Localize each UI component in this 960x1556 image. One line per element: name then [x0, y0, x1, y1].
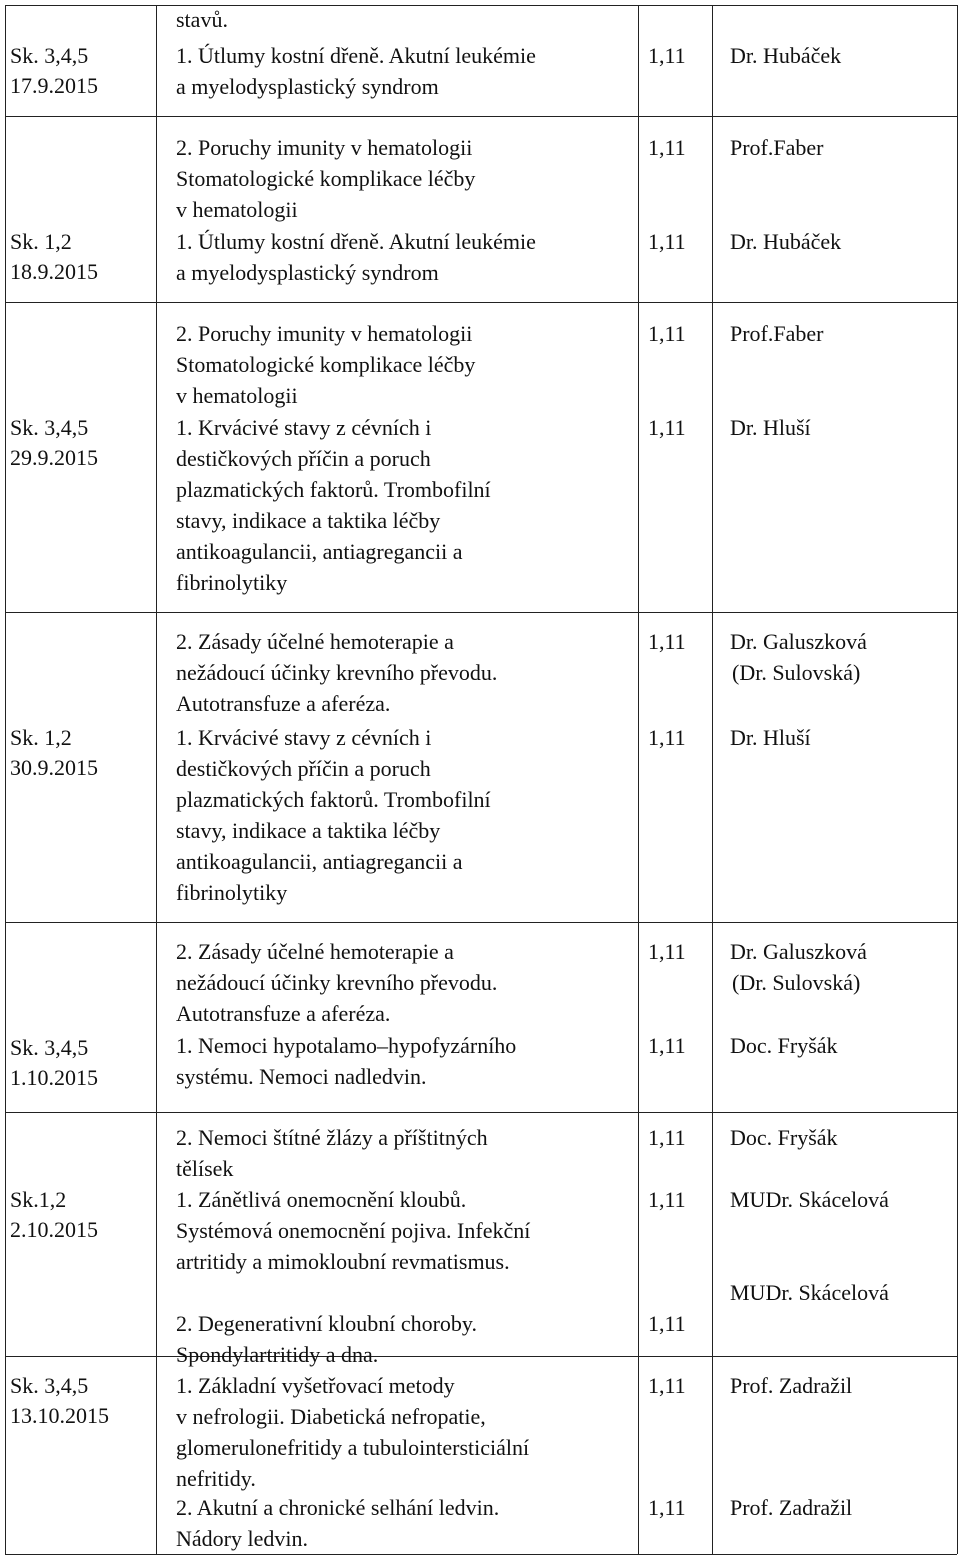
topic-line: 1. Základní vyšetřovací metody	[176, 1373, 455, 1398]
hours-value: 1,11	[648, 1495, 686, 1520]
hours-value: 1,11	[648, 1373, 686, 1398]
topic-line: Nádory ledvin.	[176, 1526, 308, 1551]
table-row-border	[5, 116, 957, 117]
group-name: Sk. 3,4,5	[10, 415, 89, 440]
topic-line: 1. Zánětlivá onemocnění kloubů.	[176, 1187, 467, 1212]
topic-line: a myelodysplastický syndrom	[176, 74, 439, 99]
topic-line: nežádoucí účinky krevního převodu.	[176, 660, 498, 685]
topic-line: 1. Útlumy kostní dřeně. Akutní leukémie	[176, 229, 536, 254]
group-name: Sk. 1,2	[10, 229, 72, 254]
topic-line: 2. Akutní a chronické selhání ledvin.	[176, 1495, 500, 1520]
topic-line: plazmatických faktorů. Trombofilní	[176, 477, 491, 502]
table-column-border	[957, 5, 958, 1554]
table-row-border	[5, 922, 957, 923]
topic-line: 2. Poruchy imunity v hematologii	[176, 135, 473, 160]
lecturer-name: Dr. Hubáček	[730, 229, 842, 254]
group-name: Sk. 3,4,5	[10, 1035, 89, 1060]
hours-value: 1,11	[648, 939, 686, 964]
topic-line: 2. Degenerativní kloubní choroby.	[176, 1311, 477, 1336]
topic-line: artritidy a mimokloubní revmatismus.	[176, 1249, 510, 1274]
topic-line: systému. Nemoci nadledvin.	[176, 1064, 427, 1089]
topic-line: Stomatologické komplikace léčby	[176, 352, 476, 377]
group-name: Sk. 3,4,5	[10, 1373, 89, 1398]
topic-line: Autotransfuze a aferéza.	[176, 691, 391, 716]
topic-line: 2. Zásady účelné hemoterapie a	[176, 629, 454, 654]
session-date: 18.9.2015	[10, 259, 98, 284]
lecturer-name: Dr. Galuszková	[730, 939, 867, 964]
table-column-border	[156, 5, 157, 1554]
topic-line: Spondylartritidy a dna.	[176, 1342, 379, 1367]
lecturer-name: MUDr. Skácelová	[730, 1187, 889, 1212]
lecturer-alternate: (Dr. Sulovská)	[732, 660, 861, 685]
topic-line: 1. Nemoci hypotalamo–hypofyzárního	[176, 1033, 517, 1058]
lecturer-name: Prof.Faber	[730, 321, 824, 346]
hours-value: 1,11	[648, 1125, 686, 1150]
hours-value: 1,11	[648, 415, 686, 440]
lecturer-name: Doc. Fryšák	[730, 1033, 838, 1058]
table-column-border	[638, 5, 639, 1554]
topic-line: destičkových příčin a poruch	[176, 446, 431, 471]
topic-line: fibrinolytiky	[176, 880, 288, 905]
topic-line: tělísek	[176, 1156, 234, 1181]
lecturer-name: Dr. Hluší	[730, 725, 811, 750]
lecturer-name: Dr. Hubáček	[730, 43, 842, 68]
topic-line: 2. Poruchy imunity v hematologii	[176, 321, 473, 346]
session-date: 13.10.2015	[10, 1403, 109, 1428]
table-row-border	[5, 5, 957, 6]
hours-value: 1,11	[648, 43, 686, 68]
topic-line: nefritidy.	[176, 1466, 256, 1491]
topic-line: 1. Krvácivé stavy z cévních i	[176, 415, 432, 440]
table-row-border	[5, 612, 957, 613]
topic-line: stavů.	[176, 7, 228, 32]
table-column-border	[712, 5, 713, 1554]
group-name: Sk. 1,2	[10, 725, 72, 750]
session-date: 1.10.2015	[10, 1065, 98, 1090]
hours-value: 1,11	[648, 229, 686, 254]
table-column-border	[5, 5, 6, 1554]
hours-value: 1,11	[648, 1187, 686, 1212]
lecturer-name: Dr. Galuszková	[730, 629, 867, 654]
hours-value: 1,11	[648, 1033, 686, 1058]
hours-value: 1,11	[648, 321, 686, 346]
topic-line: v nefrologii. Diabetická nefropatie,	[176, 1404, 486, 1429]
lecturer-name: Prof. Zadražil	[730, 1373, 853, 1398]
lecturer-name: MUDr. Skácelová	[730, 1280, 889, 1305]
hours-value: 1,11	[648, 135, 686, 160]
hours-value: 1,11	[648, 629, 686, 654]
lecturer-name: Prof. Zadražil	[730, 1495, 853, 1520]
table-row-border	[5, 1112, 957, 1113]
topic-line: 2. Nemoci štítné žlázy a příštitných	[176, 1125, 488, 1150]
session-date: 30.9.2015	[10, 755, 98, 780]
group-name: Sk. 3,4,5	[10, 43, 89, 68]
lecturer-name: Doc. Fryšák	[730, 1125, 838, 1150]
topic-line: v hematologii	[176, 197, 298, 222]
topic-line: a myelodysplastický syndrom	[176, 260, 439, 285]
session-date: 17.9.2015	[10, 73, 98, 98]
topic-line: Systémová onemocnění pojiva. Infekční	[176, 1218, 531, 1243]
session-date: 2.10.2015	[10, 1217, 98, 1242]
topic-line: nežádoucí účinky krevního převodu.	[176, 970, 498, 995]
hours-value: 1,11	[648, 1311, 686, 1336]
topic-line: fibrinolytiky	[176, 570, 288, 595]
topic-line: stavy, indikace a taktika léčby	[176, 508, 441, 533]
topic-line: 1. Útlumy kostní dřeně. Akutní leukémie	[176, 43, 536, 68]
table-row-border	[5, 1554, 957, 1555]
group-name: Sk.1,2	[10, 1187, 67, 1212]
topic-line: 2. Zásady účelné hemoterapie a	[176, 939, 454, 964]
topic-line: Stomatologické komplikace léčby	[176, 166, 476, 191]
topic-line: antikoagulancii, antiagregancii a	[176, 539, 463, 564]
lecturer-name: Prof.Faber	[730, 135, 824, 160]
session-date: 29.9.2015	[10, 445, 98, 470]
topic-line: glomerulonefritidy a tubulointersticiální	[176, 1435, 530, 1460]
topic-line: 1. Krvácivé stavy z cévních i	[176, 725, 432, 750]
hours-value: 1,11	[648, 725, 686, 750]
topic-line: antikoagulancii, antiagregancii a	[176, 849, 463, 874]
topic-line: destičkových příčin a poruch	[176, 756, 431, 781]
topic-line: Autotransfuze a aferéza.	[176, 1001, 391, 1026]
table-row-border	[5, 302, 957, 303]
topic-line: plazmatických faktorů. Trombofilní	[176, 787, 491, 812]
topic-line: v hematologii	[176, 383, 298, 408]
topic-line: stavy, indikace a taktika léčby	[176, 818, 441, 843]
lecturer-alternate: (Dr. Sulovská)	[732, 970, 861, 995]
lecturer-name: Dr. Hluší	[730, 415, 811, 440]
table-row-border	[5, 1356, 957, 1357]
